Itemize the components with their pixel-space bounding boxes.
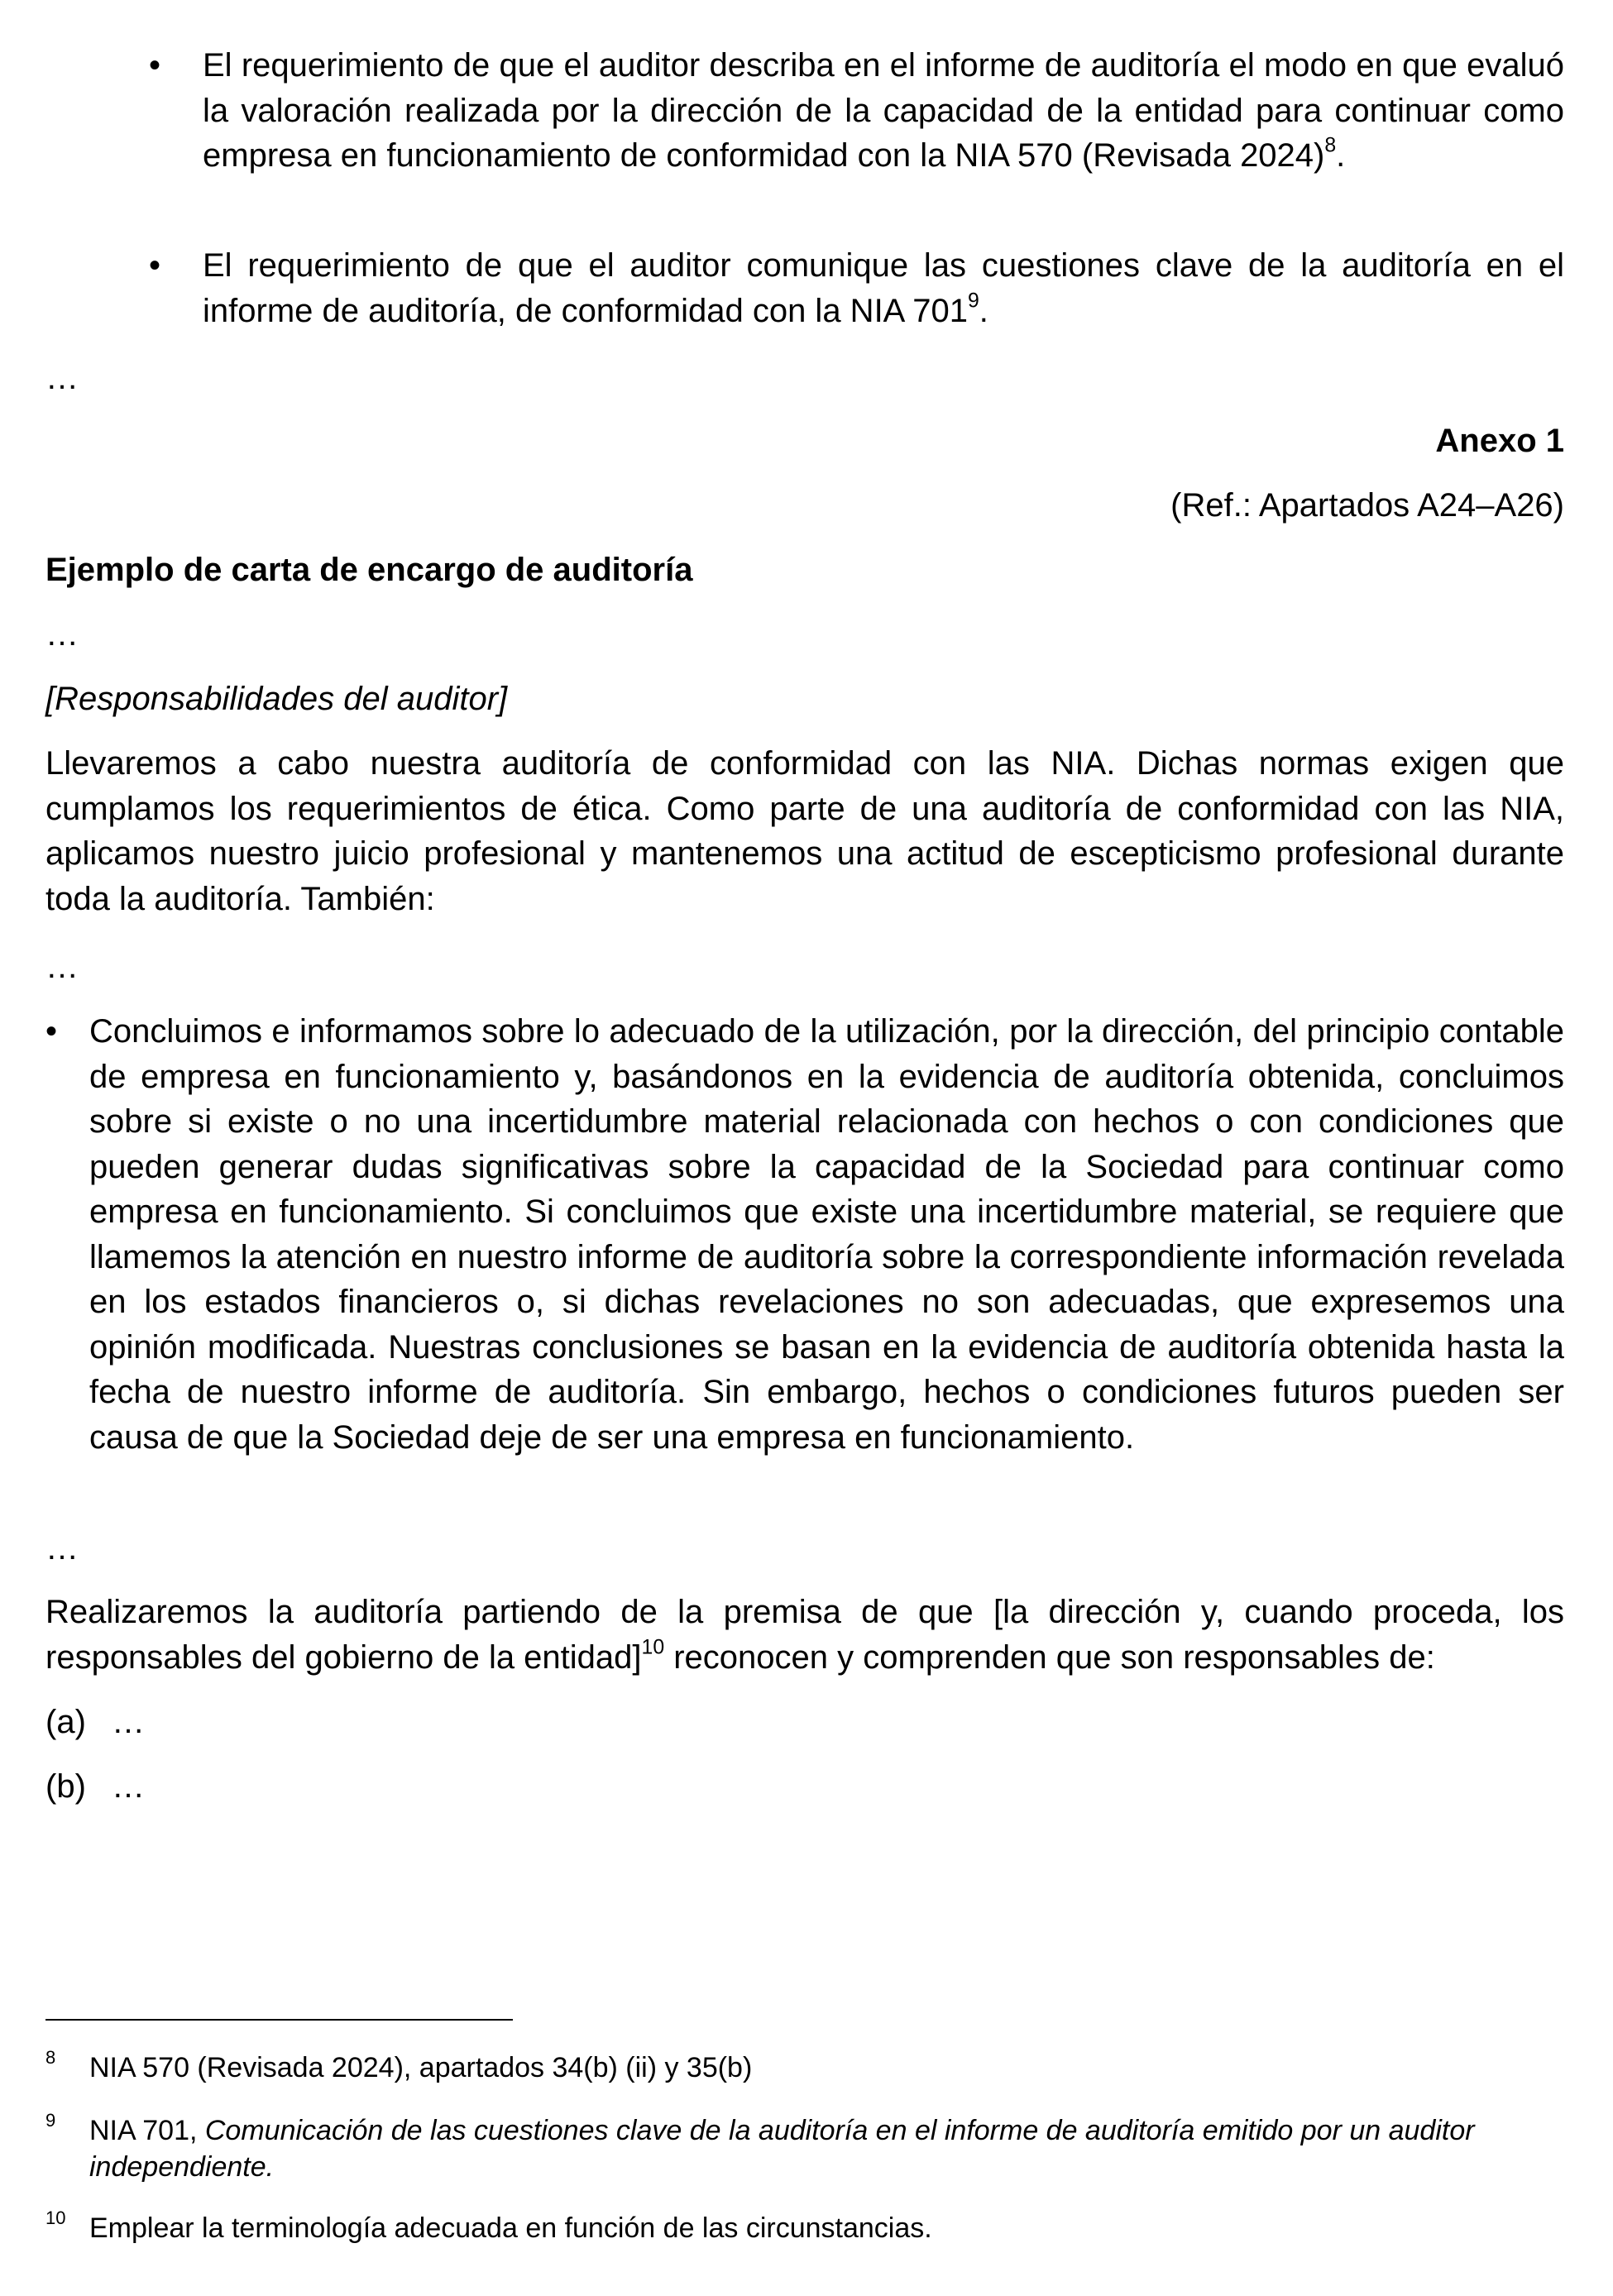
bullet-item-nia701: El requerimiento de que el auditor comunique las cuestiones clave de la auditoría en el informe de auditoría, de conformidad con la NIA $701^9$. — [203, 247, 1564, 329]
ellipsis: … — [45, 360, 79, 396]
footnote-ref-8[interactable]: 8 — [1324, 134, 1337, 157]
paragraph-premise: Realizaremos la auditoría partiendo de la premisa de que [la dirección y, cuando proceda, los responsables del gobierno de la entidad]$^{10}$ reconocen y comprenden que son responsables de: — [45, 1594, 1564, 1676]
annex-title: Anexo 1 — [1435, 423, 1564, 459]
footnote-9: NIA 701, Comunicación de las cuestiones clave de la auditoría en el informe de auditoría emitido por un auditor independiente. — [89, 2115, 1475, 2183]
footnote-ref-9[interactable]: 9 — [968, 289, 979, 313]
bullet-marker: • — [149, 47, 161, 84]
subheading: [Responsabilidades del auditor] — [45, 681, 508, 717]
ellipsis: … — [45, 949, 79, 985]
section-title: Ejemplo de carta de encargo de auditoría — [45, 552, 693, 588]
list-item-text: … — [112, 1768, 145, 1805]
footnote-10: Emplear la terminología adecuada en función de las circunstancias. — [89, 2212, 932, 2244]
bullet-item-nia570: El requerimiento de que el auditor describa en el informe de auditoría el modo en que evaluó la valoración realizada por la dirección de la capacidad de la entidad para continuar como empresa en funcionamiento de conformidad con la NIA 570 (Revisada 2024)$^8$. — [203, 47, 1564, 174]
ellipsis: … — [45, 1530, 79, 1567]
ellipsis: … — [45, 616, 79, 653]
paragraph-auditor-responsibilities: Llevaremos a cabo nuestra auditoría de conformidad con las NIA. Dichas normas exigen que cumplamos los requerimientos de ética. Como parte de una auditoría de conformidad con las NIA, aplicamos nuestro juicio profesional y mantenemos una actitud de escepticismo profesional durante toda la auditoría. También: — [45, 745, 1564, 917]
bullet-item-going-concern: Concluimos e informamos sobre lo adecuado de la utilización, por la dirección, del principio contable de empresa en funcionamiento y, basándonos en la evidencia de auditoría obtenida, concluimos sobre si existe o no una incertidumbre material relacionada con hechos o con condiciones que pueden generar dudas significativas sobre la capacidad de la Sociedad para continuar como empresa en funcionamiento. Si concluimos que existe una incertidumbre material, se requiere que llamemos la atención en nuestro informe de auditoría sobre la correspondiente información revelada en los estados financieros o, si dichas revelaciones no son adecuadas, que expresemos una opinión modificada. Nuestras conclusiones se basan en la evidencia de auditoría obtenida hasta la fecha de nuestro informe de auditoría. Sin embargo, hechos o condiciones futuros pueden ser causa de que la Sociedad deje de ser una empresa en funcionamiento. — [89, 1013, 1564, 1456]
list-item-label: (a) — [45, 1704, 86, 1740]
bullet-marker: • — [45, 1013, 58, 1050]
footnote-separator — [45, 2019, 513, 2021]
footnote-mark: 8 — [45, 2047, 56, 2068]
footnote-mark: 10 — [45, 2208, 66, 2228]
footnote-ref-10[interactable]: 10 — [641, 1636, 665, 1659]
list-item-label: (b) — [45, 1768, 86, 1805]
annex-reference: (Ref.: Apartados A24–A26) — [1170, 487, 1564, 524]
list-item-text: … — [112, 1704, 145, 1740]
footnote-mark: 9 — [45, 2110, 56, 2131]
footnote-8: NIA 570 (Revisada 2024), apartados 34(b) (ii) y 35(b) — [89, 2052, 753, 2083]
bullet-marker: • — [149, 247, 161, 284]
